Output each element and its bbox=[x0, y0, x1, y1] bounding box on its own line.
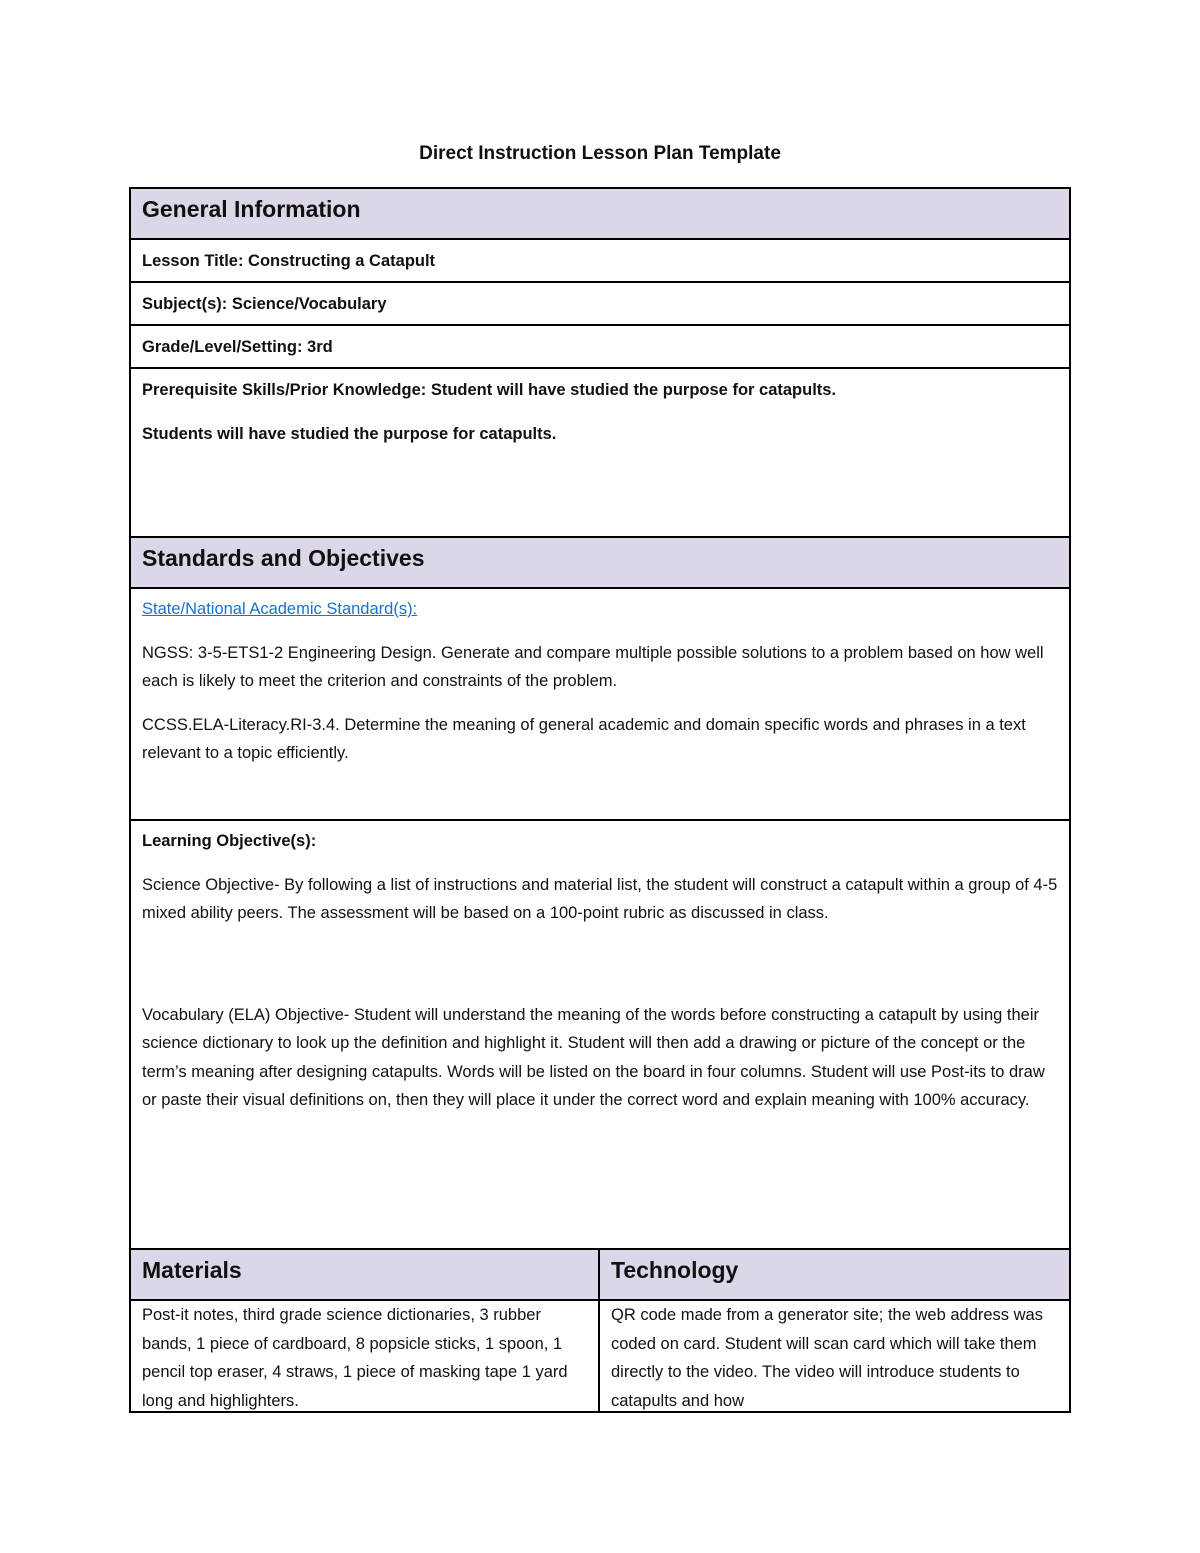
standard-ngss: NGSS: 3-5-ETS1-2 Engineering Design. Generate and compare multiple possible solutions to a problem based on how well each is likely to meet the criterion and constraints of the problem. bbox=[142, 643, 1044, 690]
prerequisite-row bbox=[131, 369, 1069, 538]
page-title: Direct Instruction Lesson Plan Template bbox=[419, 143, 781, 164]
materials-technology-body-row bbox=[131, 1301, 1069, 1411]
technology-cell bbox=[600, 1301, 1069, 1411]
prerequisite-skills: Prerequisite Skills/Prior Knowledge: Student will have studied the purpose for catapults. bbox=[142, 381, 837, 399]
technology-header: Technology bbox=[600, 1250, 1069, 1299]
materials-header: Materials bbox=[131, 1250, 600, 1299]
general-information-header: General Information bbox=[131, 189, 1069, 240]
grade-level-setting: Grade/Level/Setting: 3rd bbox=[142, 338, 333, 356]
technology-text: QR code made from a generator site; the web address was coded on card. Student will scan card which will take them directly to the video. The video will introduce students to catapults and how bbox=[611, 1306, 1043, 1410]
learning-objectives-row bbox=[131, 821, 1069, 1250]
standard-ccss: CCSS.ELA-Literacy.RI-3.4. Determine the meaning of general academic and domain specific words and phrases in a text relevant to a topic efficiently. bbox=[142, 715, 1026, 762]
materials-text: Post-it notes, third grade science dictionaries, 3 rubber bands, 1 piece of cardboard, 8 popsicle sticks, 1 spoon, 1 pencil top eraser, 4 straws, 1 piece of masking tape 1 yard long and highlighters. bbox=[142, 1306, 568, 1410]
standards-link[interactable]: State/National Academic Standard(s): bbox=[142, 600, 418, 618]
materials-technology-header-row bbox=[131, 1250, 1069, 1301]
science-objective: Science Objective- By following a list of instructions and material list, the student will construct a catapult within a group of 4-5 mixed ability peers. The assessment will be based on a 100-point rubric as discussed in class. bbox=[142, 875, 1058, 922]
lesson-title-row bbox=[131, 240, 1069, 283]
standards-link-row bbox=[131, 595, 1069, 624]
grade-level-row bbox=[131, 326, 1069, 369]
subjects: Subject(s): Science/Vocabulary bbox=[142, 295, 387, 313]
materials-cell bbox=[131, 1301, 600, 1411]
learning-objectives-label: Learning Objective(s): bbox=[142, 832, 317, 850]
standards-row bbox=[131, 589, 1069, 821]
lesson-plan-table bbox=[129, 187, 1071, 1413]
prerequisite-extra: Students will have studied the purpose for catapults. bbox=[142, 424, 557, 443]
subjects-row bbox=[131, 283, 1069, 326]
vocabulary-objective: Vocabulary (ELA) Objective- Student will understand the meaning of the words before constructing a catapult by using their science dictionary to look up the definition and highlight it. Student will then add a drawing or picture of the concept or the term’s meaning after designing catapults. Words will be listed on the board in four columns. Student will use Post-its to draw or paste their visual definitions on, then they will place it under the correct word and explain meaning with 100% accuracy. bbox=[142, 1005, 1045, 1109]
lesson-title: Lesson Title: Constructing a Catapult bbox=[142, 252, 436, 270]
standards-objectives-header: Standards and Objectives bbox=[131, 538, 1069, 589]
